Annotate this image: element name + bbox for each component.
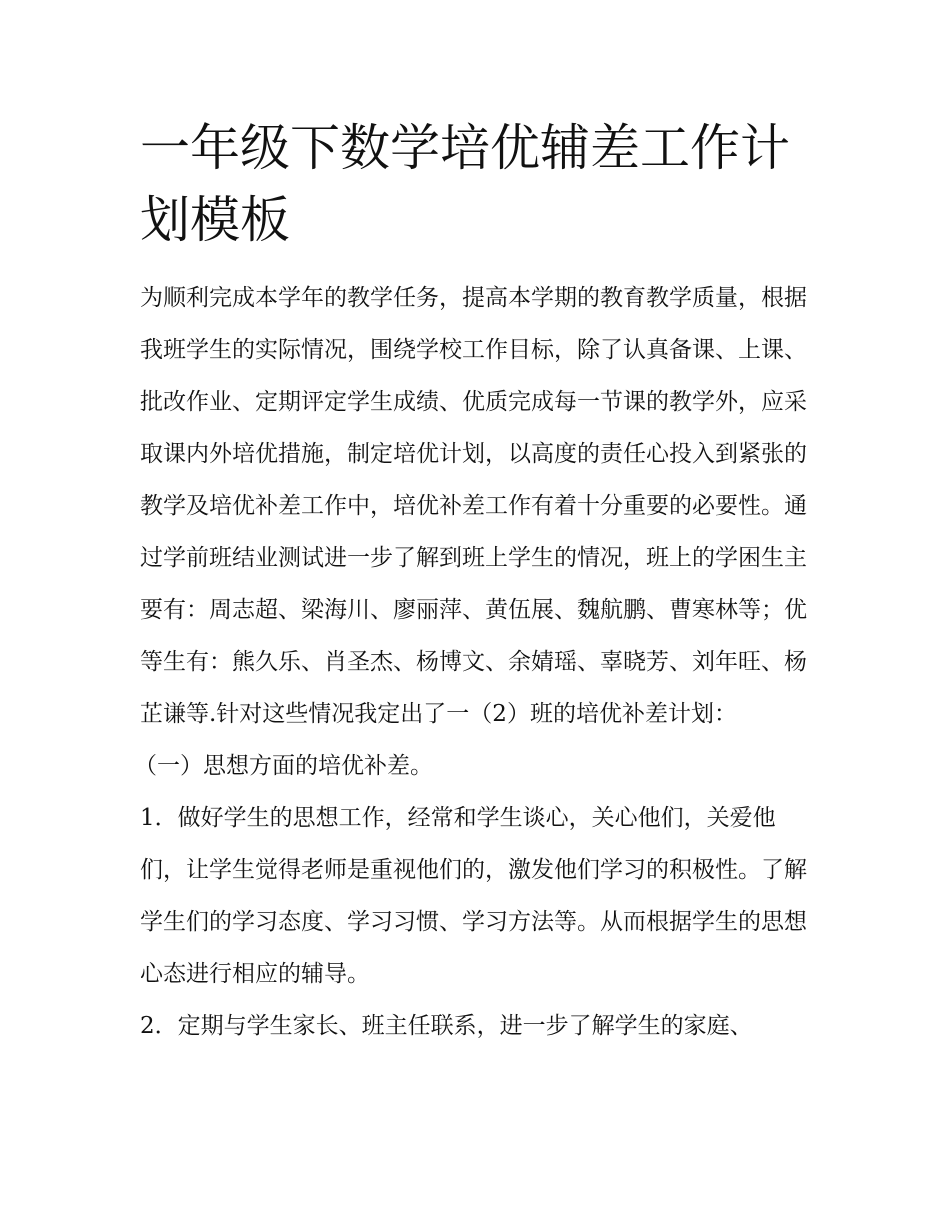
intro-paragraph: 为顺利完成本学年的教学任务，提高本学期的教育教学质量，根据我班学生的实际情况，围绕学校工作目标，除了认真备课、上课、批改作业、定期评定学生成绩、优质完成每一节课的教学外，应采取课内外培优措施，制定培优计划，以高度的责任心投入到紧张的教学及培优补差工作中，培优补差工作有着十分重要的必要性。通过学前班结业测试进一步了解到班上学生的情况，班上的学困生主要有：周志超、梁海川、廖丽萍、黄伍展、魏航鹏、曹寒林等；优等生有：熊久乐、肖圣杰、杨博文、余婧瑶、辜晓芳、刘年旺、杨芷谦等.针对这些情况我定出了一（2）班的培优补差计划： bbox=[140, 285, 807, 727]
list-item: 1．做好学生的思想工作，经常和学生谈心，关心他们，关爱他们，让学生觉得老师是重视他们的，激发他们学习的积极性。了解学生们的学习态度、学习习惯、学习方法等。从而根据学生的思想心态进行相应的辅导。 bbox=[140, 805, 807, 987]
document-body bbox=[134, 272, 815, 1052]
document-title: 一年级下数学培优辅差工作计划模板 bbox=[140, 119, 790, 249]
list-item: 2．定期与学生家长、班主任联系，进一步了解学生的家庭、 bbox=[140, 1013, 753, 1039]
section-heading: （一）思想方面的培优补差。 bbox=[134, 753, 433, 779]
